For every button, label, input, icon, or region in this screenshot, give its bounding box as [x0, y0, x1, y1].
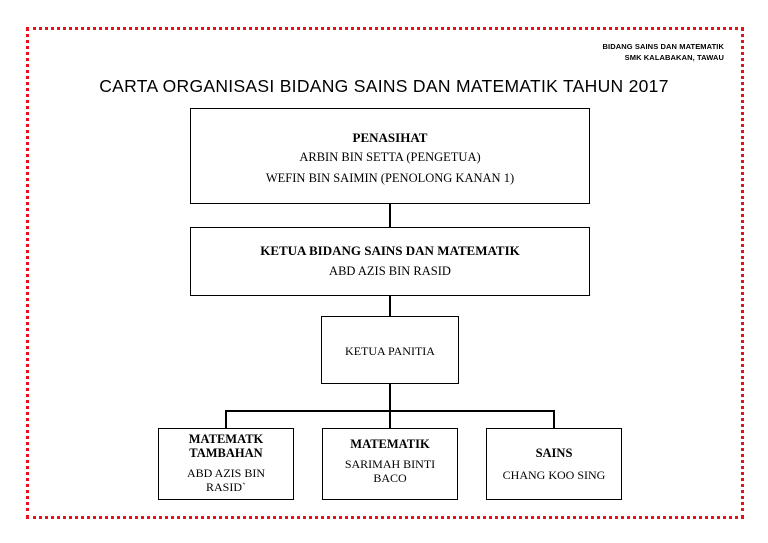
- panitia-box-matematik: [322, 428, 458, 500]
- connector-left-drop: [225, 410, 227, 428]
- connector-right-drop: [553, 410, 555, 428]
- ketua-panitia-label: KETUA PANITIA: [345, 344, 435, 358]
- panitia-heading: TAMBAHAN: [189, 446, 263, 460]
- connector-panitia-down: [389, 384, 391, 428]
- ketua-bidang-heading: KETUA BIDANG SAINS DAN MATEMATIK: [260, 243, 520, 258]
- chart-title: CARTA ORGANISASI BIDANG SAINS DAN MATEMATIK TAHUN 2017: [99, 76, 669, 96]
- header-info: [603, 41, 724, 63]
- panitia-heading: SAINS: [535, 446, 573, 460]
- penasihat-line-2: WEFIN BIN SAIMIN (PENOLONG KANAN 1): [265, 171, 515, 185]
- panitia-name: ABD AZIS BIN: [186, 466, 265, 480]
- panitia-name: SARIMAH BINTI: [344, 457, 436, 471]
- header-line-2: SMK KALABAKAN, TAWAU: [624, 53, 724, 62]
- panitia-heading: MATEMATK: [188, 432, 264, 446]
- ketua-bidang-name: ABD AZIS BIN RASID: [329, 264, 451, 278]
- panitia-name: RASID`: [205, 480, 246, 494]
- penasihat-line-1: ARBIN BIN SETTA (PENGETUA): [299, 150, 481, 164]
- ketua-panitia-box: [321, 316, 459, 384]
- panitia-name: BACO: [373, 471, 407, 485]
- connector-ketua-panitia: [389, 296, 391, 316]
- penasihat-box: [190, 108, 590, 204]
- ketua-bidang-box: [190, 227, 590, 296]
- connector-penasihat-ketua: [389, 204, 391, 227]
- penasihat-heading: PENASIHAT: [352, 130, 428, 145]
- panitia-box-matematik-tambahan: [158, 428, 294, 500]
- connector-horizontal: [225, 410, 555, 412]
- header-line-1: BIDANG SAINS DAN MATEMATIK: [602, 42, 724, 51]
- panitia-name: CHANG KOO SING: [502, 468, 606, 482]
- panitia-box-sains: [486, 428, 622, 500]
- panitia-heading: MATEMATIK: [350, 437, 430, 451]
